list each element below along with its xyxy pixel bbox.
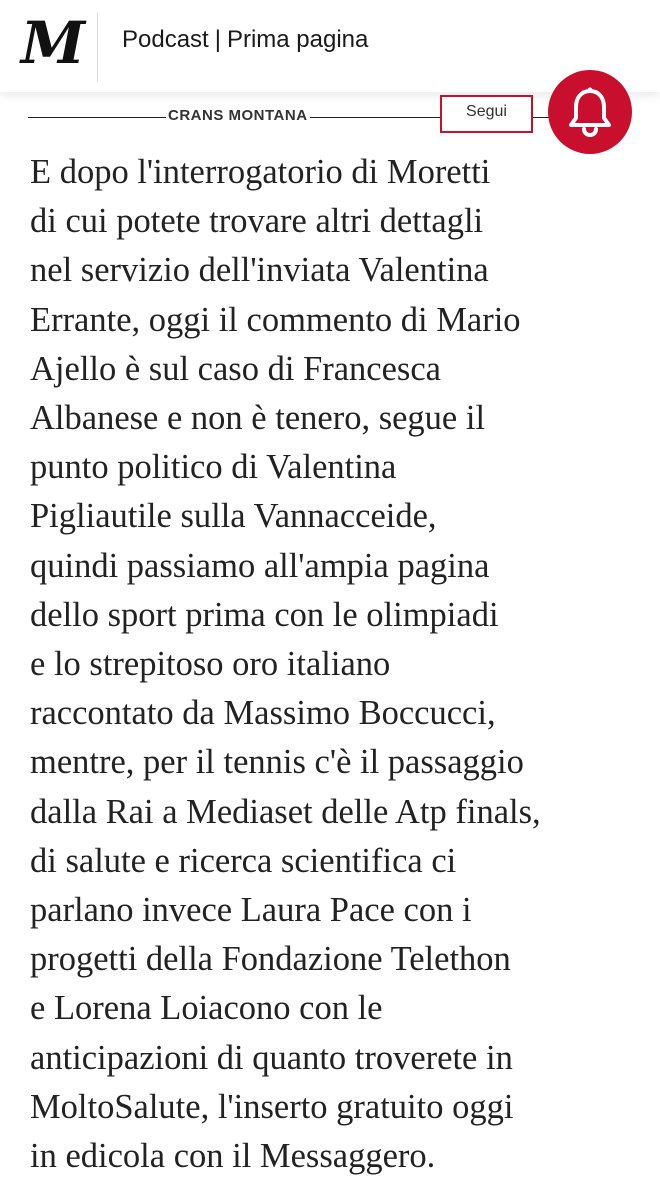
article-line: MoltoSalute, l'inserto gratuito oggi (30, 1087, 514, 1126)
article-line: e lo strepitoso oro italiano (30, 645, 391, 684)
article-line: punto politico di Valentina (30, 448, 397, 487)
article-line: mentre, per il tennis c'è il passaggio (30, 743, 524, 782)
topic-label[interactable]: CRANS MONTANA (168, 107, 308, 124)
article-line: di salute e ricerca scientifica ci (30, 841, 457, 880)
article-line: Pigliautile sulla Vannacceide, (30, 497, 437, 536)
article-line: in edicola con il Messaggero. (30, 1137, 436, 1176)
notifications-button[interactable] (548, 70, 632, 154)
site-logo[interactable]: M (20, 9, 86, 77)
follow-button[interactable]: Segui (440, 95, 533, 133)
nav-prima-pagina-link[interactable]: Prima pagina (226, 26, 369, 53)
header-nav (122, 26, 368, 54)
article-line: Ajello è sul caso di Francesca (30, 349, 441, 388)
article-line: quindi passiamo all'ampia pagina (30, 546, 490, 585)
article-line: Albanese e non è tenero, segue il (30, 399, 486, 438)
article-line: anticipazioni di quanto troverete in (30, 1038, 513, 1077)
article-line: dello sport prima con le olimpiadi (30, 595, 499, 634)
header-divider (97, 12, 98, 82)
article-line: di cui potete trovare altri dettagli (30, 202, 484, 241)
nav-separator: | (214, 26, 221, 53)
article-line: E dopo l'interrogatorio di Moretti (30, 153, 491, 191)
nav-podcast-link[interactable]: Podcast (122, 26, 209, 53)
article-line: parlano invece Laura Pace con i (30, 891, 472, 930)
article-line: progetti della Fondazione Telethon (30, 940, 511, 979)
article-line: raccontato da Massimo Boccucci, (30, 694, 496, 733)
article-line: Errante, oggi il commento di Mario (30, 300, 521, 339)
article-body (30, 148, 650, 1181)
article-line: dalla Rai a Mediaset delle Atp finals, (30, 792, 541, 831)
article-line: nel servizio dell'inviata Valentina (30, 251, 489, 290)
site-header (0, 0, 660, 92)
article-line: e Lorena Loiacono con le (30, 989, 383, 1028)
bell-icon (568, 87, 612, 137)
